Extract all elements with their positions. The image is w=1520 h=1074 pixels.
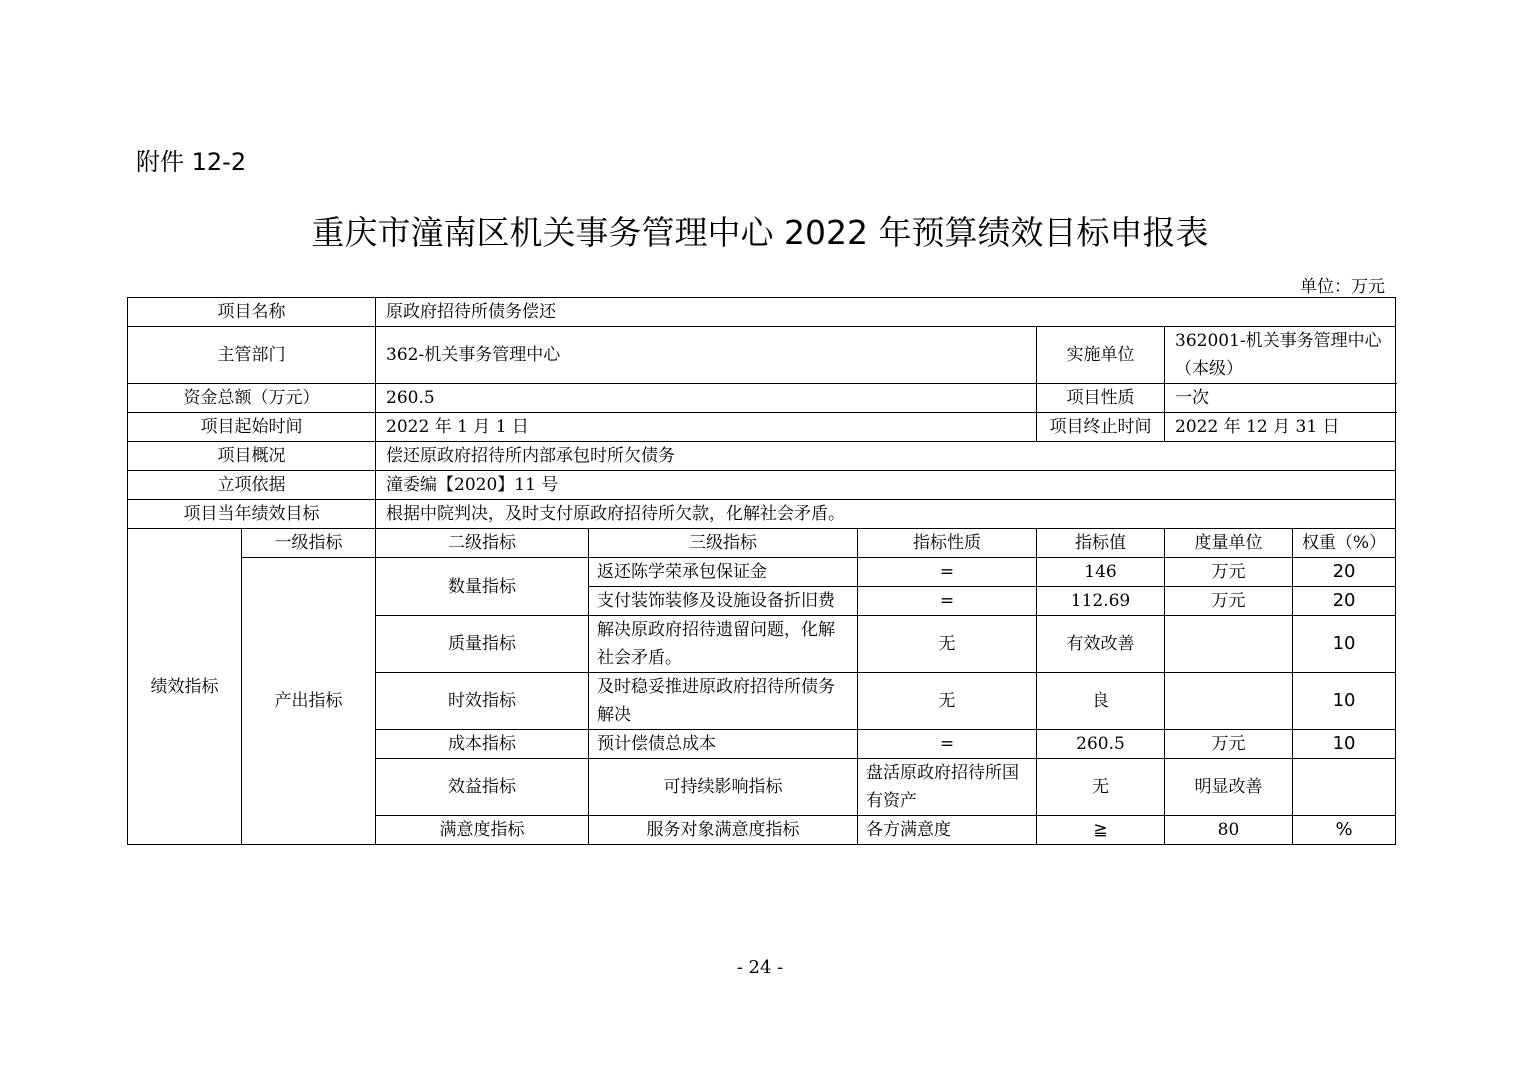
indicator-weight: 20	[1293, 587, 1396, 616]
indicator-unit: 万元	[1165, 730, 1293, 759]
l3-indicator: 解决原政府招待遗留问题，化解社会矛盾。	[589, 616, 858, 673]
output-label: 产出指标	[242, 558, 376, 845]
col-header-nature: 指标性质	[858, 529, 1037, 558]
service-label: 服务对象满意度指标	[589, 816, 858, 845]
indicator-nature: ≧	[1037, 816, 1165, 845]
table-row	[128, 384, 1396, 413]
table-row	[128, 413, 1396, 442]
indicator-value: 有效改善	[1037, 616, 1165, 673]
indicator-unit	[1165, 616, 1293, 673]
indicator-value: 146	[1037, 558, 1165, 587]
funds-value: 260.5	[376, 384, 1037, 413]
col-header-value: 指标值	[1037, 529, 1165, 558]
col-header-weight: 权重（%）	[1293, 529, 1396, 558]
impl-value: 362001-机关事务管理中心（本级）	[1165, 327, 1396, 384]
indicator-value: 良	[1037, 673, 1165, 730]
nature-label: 项目性质	[1037, 384, 1165, 413]
l3-indicator: 及时稳妥推进原政府招待所债务解决	[589, 673, 858, 730]
attachment-label: 附件 12-2	[136, 148, 247, 176]
col-header-unit: 度量单位	[1165, 529, 1293, 558]
performance-target-table	[127, 297, 1396, 845]
project-name-value: 原政府招待所债务偿还	[376, 298, 1396, 327]
start-label: 项目起始时间	[128, 413, 376, 442]
end-label: 项目终止时间	[1037, 413, 1165, 442]
indicator-nature: 无	[858, 673, 1037, 730]
goal-value: 根据中院判决，及时支付原政府招待所欠款，化解社会矛盾。	[376, 500, 1396, 529]
sustain-label: 可持续影响指标	[589, 759, 858, 816]
indicator-value: 明显改善	[1165, 759, 1293, 816]
quantity-label: 数量指标	[376, 558, 589, 616]
indicator-unit	[1165, 673, 1293, 730]
indicator-weight: 20	[1293, 558, 1396, 587]
quality-label: 质量指标	[376, 616, 589, 673]
l3-indicator: 支付装饰装修及设施设备折旧费	[589, 587, 858, 616]
indicator-nature: =	[858, 558, 1037, 587]
start-value: 2022 年 1 月 1 日	[376, 413, 1037, 442]
project-name-label: 项目名称	[128, 298, 376, 327]
basis-value: 潼委编【2020】11 号	[376, 471, 1396, 500]
table-row	[128, 558, 1396, 587]
overview-label: 项目概况	[128, 442, 376, 471]
indicators-section-label: 绩效指标	[128, 529, 242, 845]
indicator-value: 112.69	[1037, 587, 1165, 616]
end-value: 2022 年 12 月 31 日	[1165, 413, 1396, 442]
nature-value: 一次	[1165, 384, 1396, 413]
l3-indicator: 预计偿债总成本	[589, 730, 858, 759]
unit-label: 单位：万元	[1300, 277, 1385, 297]
indicator-weight: 10	[1293, 616, 1396, 673]
table-row	[128, 442, 1396, 471]
table-row	[128, 500, 1396, 529]
overview-value: 偿还原政府招待所内部承包时所欠债务	[376, 442, 1396, 471]
col-header-l1: 一级指标	[242, 529, 376, 558]
dept-label: 主管部门	[128, 327, 376, 384]
indicator-value: 260.5	[1037, 730, 1165, 759]
table-row	[128, 298, 1396, 327]
indicator-unit	[1293, 759, 1396, 816]
indicator-value: 80	[1165, 816, 1293, 845]
funds-label: 资金总额（万元）	[128, 384, 376, 413]
col-header-l2: 二级指标	[376, 529, 589, 558]
indicator-weight: 10	[1293, 673, 1396, 730]
indicator-nature: =	[858, 730, 1037, 759]
indicator-weight: 10	[1293, 730, 1396, 759]
cost-label: 成本指标	[376, 730, 589, 759]
indicator-unit: %	[1293, 816, 1396, 845]
goal-label: 项目当年绩效目标	[128, 500, 376, 529]
table-row	[128, 529, 1396, 558]
l3-indicator: 返还陈学荣承包保证金	[589, 558, 858, 587]
timeliness-label: 时效指标	[376, 673, 589, 730]
dept-value: 362-机关事务管理中心	[376, 327, 1037, 384]
table-row	[128, 327, 1396, 384]
page-title: 重庆市潼南区机关事务管理中心 2022 年预算绩效目标申报表	[311, 213, 1209, 252]
indicator-nature: 无	[858, 616, 1037, 673]
basis-label: 立项依据	[128, 471, 376, 500]
indicator-unit: 万元	[1165, 558, 1293, 587]
impl-label: 实施单位	[1037, 327, 1165, 384]
indicator-nature: 无	[1037, 759, 1165, 816]
col-header-l3: 三级指标	[589, 529, 858, 558]
indicator-unit: 万元	[1165, 587, 1293, 616]
benefit-label: 效益指标	[376, 759, 589, 816]
satisfaction-label: 满意度指标	[376, 816, 589, 845]
table-row	[128, 471, 1396, 500]
indicator-nature: =	[858, 587, 1037, 616]
l3-indicator: 各方满意度	[858, 816, 1037, 845]
l3-indicator: 盘活原政府招待所国有资产	[858, 759, 1037, 816]
page-number: - 24 -	[736, 957, 784, 978]
